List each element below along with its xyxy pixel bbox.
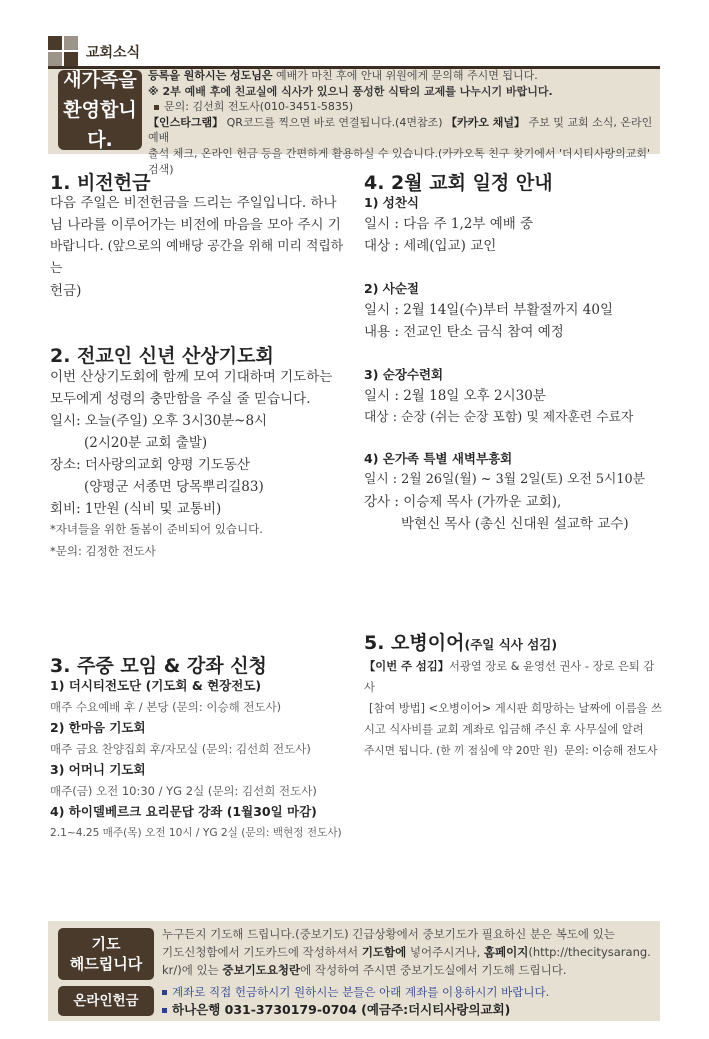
kakao-label: 【카카오 채널】 xyxy=(446,115,525,129)
newcomer-meal-note: ※ 2부 예배 후에 친교실에 식사가 있으니 풍성한 식탁의 교제를 나누시기 바랍니다. xyxy=(148,84,553,98)
section-2-body xyxy=(50,366,350,520)
list-item-title: 4) 하이델베르크 요리문답 강좌 (1월30일 마감) xyxy=(50,804,317,819)
kakao-text-cont: 출석 체크, 온라인 헌금 등을 간편하게 활용하실 수 있습니다.(카카오톡 친구 찾기에서 '더시티사랑의교회' 검색) xyxy=(148,146,651,176)
section-1-line: 헌금) xyxy=(50,283,82,299)
section-4-title: 4. 2월 교회 일정 안내 xyxy=(364,172,553,194)
section-1-line: 님 나라를 이루어가는 비전에 마음을 모아 주시 기 xyxy=(50,217,341,233)
schedule-item-line: 일시 : 2월 18일 오후 2시30분 xyxy=(364,388,546,404)
schedule-item-line: 강사 : 이승제 목사 (가까운 교회), xyxy=(364,494,562,510)
section-1-line: 바랍니다. (앞으로의 예배당 공간을 위해 미리 적립하는 xyxy=(50,239,344,276)
newcomer-register-bold: 등록을 원하시는 성도님은 xyxy=(148,69,273,82)
section-1-body xyxy=(50,192,350,302)
list-item-detail: 매주 수요예배 후 / 본당 (문의: 이승해 전도사) xyxy=(50,700,282,714)
offering-text xyxy=(162,983,658,1019)
homepage-bold: 홈페이지 xyxy=(483,945,529,959)
prayer-request-bold: 중보기도요청란 xyxy=(222,963,301,977)
newcomer-register-text: 예배가 마친 후에 안내 위원에게 문의해 주시면 됩니다. xyxy=(272,69,538,82)
homepage-url-cont: kr/)에 있는 xyxy=(162,963,223,977)
page-title: 교회소식 xyxy=(86,45,141,61)
bullet-icon xyxy=(162,990,167,995)
prayer-text-part: 에 작성하여 주시면 중보기도실에서 기도해 드립니다. xyxy=(300,963,567,977)
schedule-item-title: 2) 사순절 xyxy=(364,281,419,296)
prayer-text xyxy=(162,925,658,979)
prayer-line: 누구든지 기도해 드립니다.(중보기도) 긴급상황에서 중보기도가 필요하신 분은 복도에 있는 xyxy=(162,927,615,941)
section-5-body xyxy=(364,656,664,761)
schedule-item-line: 일시 : 2월 14일(수)부터 부활절까지 40일 xyxy=(364,302,614,318)
list-item-title: 1) 더시티전도단 (기도회 & 현장전도) xyxy=(50,678,262,693)
prayer-text-part: 기도신청함에서 기도카드에 작성하셔서 xyxy=(162,945,362,959)
offering-badge: 온라인헌금 xyxy=(58,986,154,1016)
schedule-item-title: 3) 순장수련회 xyxy=(364,367,444,382)
schedule-item-line: 대상 : 세례(입교) 교인 xyxy=(364,238,497,254)
list-item-detail: 매주 금요 찬양집회 후/자모실 (문의: 김선희 전도사) xyxy=(50,742,311,756)
prayer-badge xyxy=(58,928,154,980)
section-2-note-childcare: *자녀들을 위한 돌봄이 준비되어 있습니다. xyxy=(50,522,263,536)
section-2-address: (양평군 서종면 당목뿌리길83) xyxy=(84,479,264,495)
newcomer-badge-line2: 환영합니다. xyxy=(63,99,137,151)
prayer-badge-line1: 기도 xyxy=(91,935,121,953)
offering-note: 계좌로 직접 헌금하시기 원하시는 분들은 아래 계좌를 이용하시기 바랍니다. xyxy=(172,985,550,999)
section-1-line: 다음 주일은 비전헌금을 드리는 주일입니다. 하나 xyxy=(50,195,337,211)
kakao-text: 주보 및 교회 소식, 온라인 예배 xyxy=(148,115,653,145)
section-5-server: 서광열 장로 & 윤영선 권사 - 장로 은퇴 감사 xyxy=(364,660,655,694)
section-5-title xyxy=(364,628,557,655)
newcomer-text xyxy=(148,68,658,177)
schedule-item-title: 1) 성찬식 xyxy=(364,195,419,210)
section-2-line: 모두에게 성령의 충만함을 주실 줄 믿습니다. xyxy=(50,391,311,407)
prayer-box-bold: 기도함에 xyxy=(361,945,407,959)
section-3-list xyxy=(50,676,350,844)
homepage-url: (http://thecitysarang. xyxy=(528,945,651,959)
newcomer-contact: 문의: 김선희 전도사(010-3451-5835) xyxy=(164,100,354,114)
section-2-depart: (2시20분 교회 출발) xyxy=(84,435,208,451)
list-item-title: 3) 어머니 기도회 xyxy=(50,762,146,777)
section-2-date: 일시: 오늘(주일) 오후 3시30분~8시 xyxy=(50,413,268,429)
instagram-label: 【인스타그램】 xyxy=(148,115,224,129)
schedule-item-line: 박현신 목사 (총신 신대원 설교학 교수) xyxy=(401,516,629,532)
section-2-place: 장소: 더사랑의교회 양평 기도동산 xyxy=(50,457,250,473)
newcomer-badge xyxy=(58,70,142,150)
schedule-item-title: 4) 온가족 특별 새벽부흥회 xyxy=(364,451,513,466)
schedule-item-line: 일시 : 2월 26일(월) ~ 3월 2일(토) 오전 5시10분 xyxy=(364,472,646,487)
schedule-item-line: 내용 : 전교인 탄소 금식 참여 예정 xyxy=(364,324,564,340)
offering-account: 하나은행 031-3730179-0704 (예금주:더시티사랑의교회) xyxy=(172,1002,511,1017)
prayer-text-part: 넣어주시거나, xyxy=(406,945,484,959)
section-4-list xyxy=(364,193,664,535)
schedule-item-line: 대상 : 순장 (쉬는 순장 포함) 및 제자훈련 수료자 xyxy=(364,410,634,425)
newcomer-badge-line1: 새가족을 xyxy=(63,69,137,91)
section-5-title-sub: (주일 식사 섬김) xyxy=(464,637,558,652)
instagram-text: QR코드를 찍으면 바로 연결됩니다.(4면참조) xyxy=(223,115,447,129)
list-item-detail: 매주(금) 오전 10:30 / YG 2실 (문의: 김선희 전도사) xyxy=(50,784,317,798)
section-5-method-end: 주시면 됩니다. (한 끼 점심에 약 20만 원) xyxy=(364,744,558,757)
section-1-title: 1. 비전헌금 xyxy=(50,172,151,194)
section-5-method-cont: 시고 식사비를 교회 계좌로 입금해 주신 후 사무실에 알려 xyxy=(364,723,644,736)
section-logo-icon xyxy=(48,36,78,66)
section-2-fee: 회비: 1만원 (식비 및 교통비) xyxy=(50,501,222,517)
section-2-title: 2. 전교인 신년 산상기도회 xyxy=(50,345,274,367)
section-3-title: 3. 주중 모임 & 강좌 신청 xyxy=(50,655,267,677)
section-2-note-contact: *문의: 김정한 전도사 xyxy=(50,544,156,558)
bullet-icon xyxy=(162,1008,167,1013)
section-5-contact: 문의: 이승해 전도사 xyxy=(564,744,658,757)
bullet-icon xyxy=(154,105,159,110)
section-5-title-main: 5. 오병이어 xyxy=(364,632,465,654)
section-2-line: 이번 산상기도회에 함께 모여 기대하며 기도하는 xyxy=(50,369,333,385)
prayer-badge-line2: 해드립니다 xyxy=(69,955,143,973)
section-5-this-week: 【이번 주 섬김】 xyxy=(364,660,450,673)
schedule-item-line: 일시 : 다음 주 1,2부 예배 중 xyxy=(364,216,534,232)
list-item-detail: 2.1~4.25 매주(목) 오전 10시 / YG 2실 (문의: 백현정 전도사) xyxy=(50,827,342,839)
list-item-title: 2) 한마음 기도회 xyxy=(50,720,146,735)
section-5-method: [참여 방법] <오병이어> 게시판 희망하는 날짜에 이름을 쓰 xyxy=(369,702,662,715)
